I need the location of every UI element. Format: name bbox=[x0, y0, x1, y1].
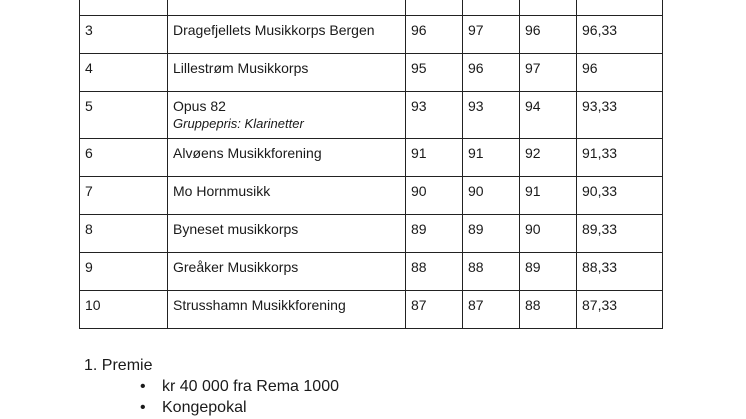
name-cell: Lillestrøm Musikkorps bbox=[168, 54, 406, 92]
score-3-cell: 88 bbox=[520, 291, 577, 329]
average-cell: 87,33 bbox=[577, 291, 663, 329]
name-cell: Mo Hornmusikk bbox=[168, 177, 406, 215]
average-cell: 96 bbox=[577, 54, 663, 92]
average-cell: 88,33 bbox=[577, 253, 663, 291]
table-row bbox=[80, 54, 663, 92]
score-2-cell: 90 bbox=[463, 177, 520, 215]
score-2-cell: 89 bbox=[463, 215, 520, 253]
table-row bbox=[80, 16, 663, 54]
average-cell bbox=[577, 0, 663, 16]
prize-list bbox=[84, 376, 339, 418]
name-cell bbox=[168, 92, 406, 139]
score-2-cell: 88 bbox=[463, 253, 520, 291]
bullet-icon: • bbox=[140, 378, 146, 395]
score-1-cell: 95 bbox=[406, 54, 463, 92]
name-cell: Greåker Musikkorps bbox=[168, 253, 406, 291]
table-row bbox=[80, 0, 663, 16]
score-1-cell: 96 bbox=[406, 16, 463, 54]
score-1-cell: 87 bbox=[406, 291, 463, 329]
table-row bbox=[80, 92, 663, 139]
place-cell bbox=[80, 0, 168, 16]
average-cell: 96,33 bbox=[577, 16, 663, 54]
score-2-cell: 96 bbox=[463, 54, 520, 92]
place-cell: 9 bbox=[80, 253, 168, 291]
bullet-icon: • bbox=[140, 399, 146, 416]
place-cell: 3 bbox=[80, 16, 168, 54]
score-2-cell: 93 bbox=[463, 92, 520, 139]
list-item bbox=[84, 376, 339, 397]
score-3-cell: 89 bbox=[520, 253, 577, 291]
table-row bbox=[80, 215, 663, 253]
place-cell: 8 bbox=[80, 215, 168, 253]
place-cell: 4 bbox=[80, 54, 168, 92]
name-cell: Byneset musikkorps bbox=[168, 215, 406, 253]
score-3-cell: 97 bbox=[520, 54, 577, 92]
table-row bbox=[80, 177, 663, 215]
list-item bbox=[84, 397, 339, 418]
score-1-cell: 89 bbox=[406, 215, 463, 253]
score-2-cell: 97 bbox=[463, 16, 520, 54]
name-cell bbox=[168, 0, 406, 16]
score-1-cell bbox=[406, 0, 463, 16]
table-row bbox=[80, 291, 663, 329]
score-1-cell: 91 bbox=[406, 139, 463, 177]
name-cell: Alvøens Musikkforening bbox=[168, 139, 406, 177]
place-cell: 5 bbox=[80, 92, 168, 139]
prize-item-text: kr 40 000 fra Rema 1000 bbox=[162, 378, 339, 395]
band-name: Opus 82 bbox=[173, 98, 226, 114]
score-3-cell: 91 bbox=[520, 177, 577, 215]
score-3-cell bbox=[520, 0, 577, 16]
average-cell: 90,33 bbox=[577, 177, 663, 215]
name-cell: Strusshamn Musikkforening bbox=[168, 291, 406, 329]
score-1-cell: 93 bbox=[406, 92, 463, 139]
place-cell: 6 bbox=[80, 139, 168, 177]
score-2-cell bbox=[463, 0, 520, 16]
name-cell: Dragefjellets Musikkorps Bergen bbox=[168, 16, 406, 54]
place-cell: 7 bbox=[80, 177, 168, 215]
prize-item-text: Kongepokal bbox=[162, 399, 247, 416]
score-1-cell: 90 bbox=[406, 177, 463, 215]
score-2-cell: 91 bbox=[463, 139, 520, 177]
average-cell: 91,33 bbox=[577, 139, 663, 177]
score-3-cell: 92 bbox=[520, 139, 577, 177]
prize-section bbox=[84, 355, 339, 418]
place-cell: 10 bbox=[80, 291, 168, 329]
table-row bbox=[80, 139, 663, 177]
table-row bbox=[80, 253, 663, 291]
score-3-cell: 96 bbox=[520, 16, 577, 54]
score-2-cell: 87 bbox=[463, 291, 520, 329]
group-prize-note: Gruppepris: Klarinetter bbox=[173, 116, 304, 131]
average-cell: 89,33 bbox=[577, 215, 663, 253]
results-table bbox=[79, 0, 663, 329]
score-1-cell: 88 bbox=[406, 253, 463, 291]
prize-title: 1. Premie bbox=[84, 357, 153, 374]
score-3-cell: 90 bbox=[520, 215, 577, 253]
average-cell: 93,33 bbox=[577, 92, 663, 139]
score-3-cell: 94 bbox=[520, 92, 577, 139]
